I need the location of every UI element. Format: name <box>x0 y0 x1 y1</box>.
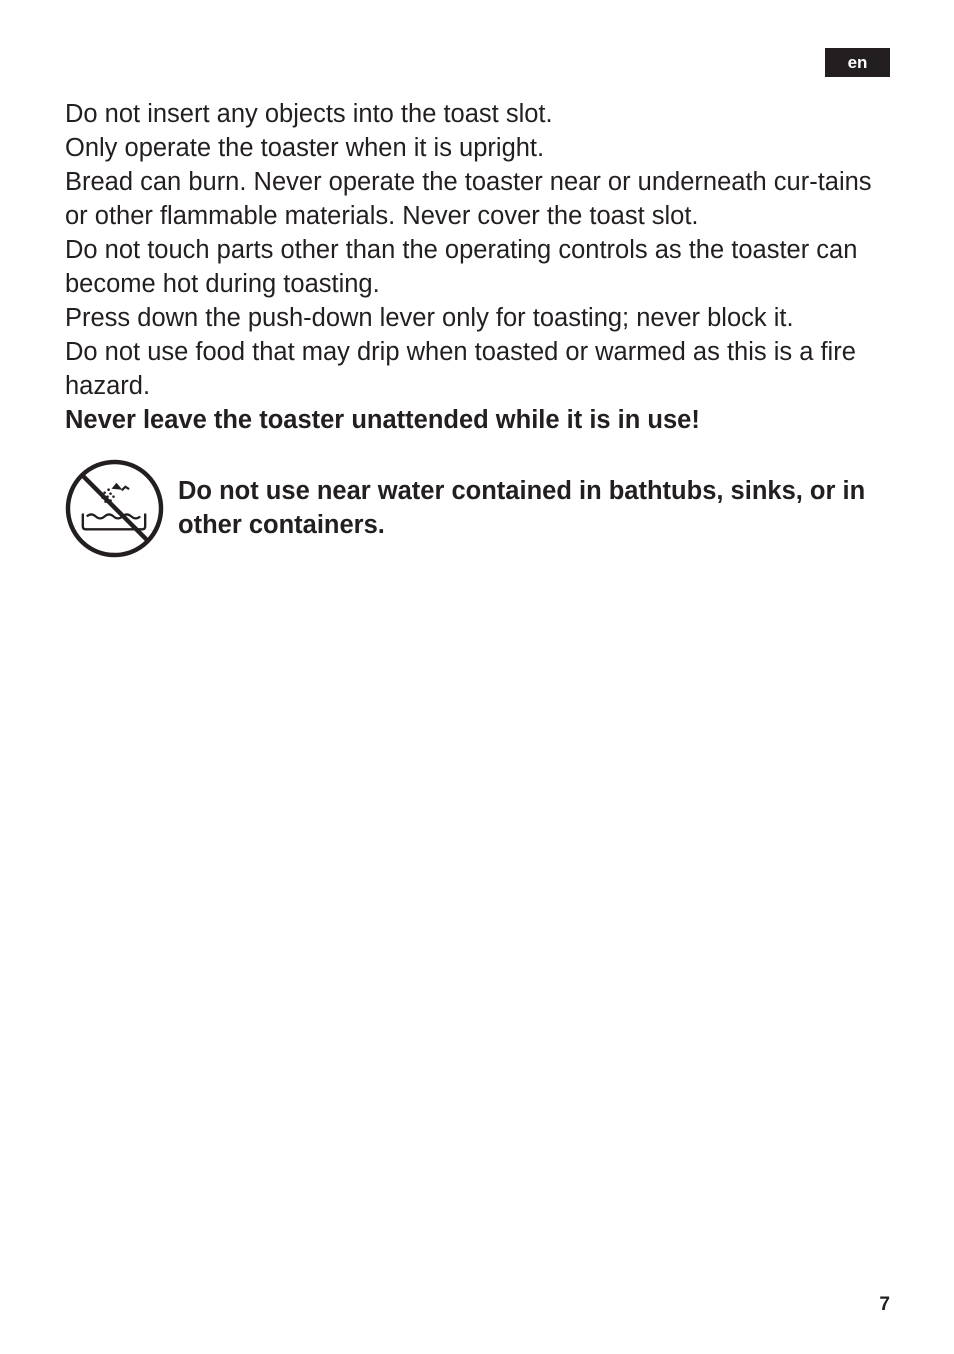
page-number: 7 <box>879 1294 890 1315</box>
language-badge: en <box>825 48 890 77</box>
no-water-icon <box>65 459 164 558</box>
instruction-paragraph: Do not touch parts other than the operating controls as the toaster can become hot during toasting. <box>65 236 858 298</box>
water-warning-text: Do not use near water contained in bathtubs, sinks, or in other containers. <box>178 477 866 539</box>
instruction-paragraph: Do not use food that may drip when toasted or warmed as this is a fire hazard. <box>65 338 856 400</box>
emphasis-warning: Never leave the toaster unattended while it is in use! <box>65 406 700 434</box>
safety-instructions <box>65 97 895 437</box>
instruction-paragraph: Do not insert any objects into the toast slot. <box>65 100 553 128</box>
instruction-paragraph: Bread can burn. Never operate the toaster near or underneath cur-tains or other flammable materials. Never cover the toast slot. <box>65 168 872 230</box>
instruction-paragraph: Only operate the toaster when it is upright. <box>65 134 545 162</box>
instruction-paragraph: Press down the push-down lever only for toasting; never block it. <box>65 304 794 332</box>
